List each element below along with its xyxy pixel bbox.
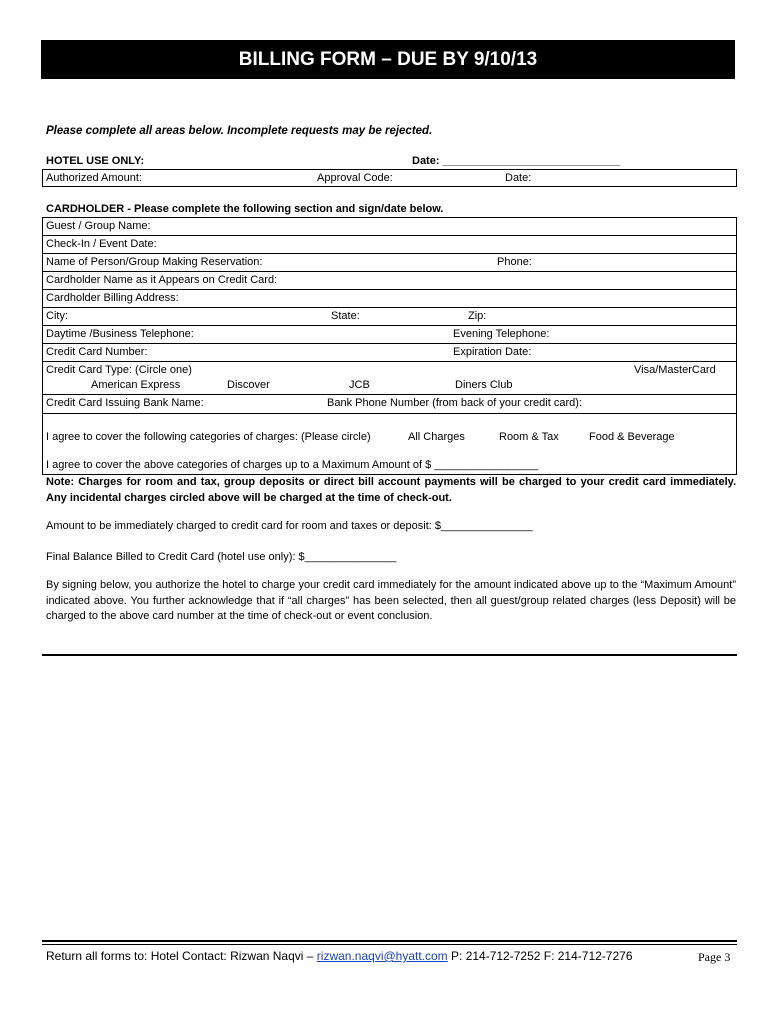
- approval-code-field[interactable]: Approval Code:: [317, 172, 393, 184]
- phone-label: Phone:: [497, 256, 532, 268]
- footer-phone-fax: P: 214-712-7252 F: 214-712-7276: [447, 949, 633, 963]
- city-label: City:: [46, 310, 68, 322]
- footer-contact: [46, 949, 633, 963]
- card-number-row[interactable]: [43, 344, 736, 362]
- cardholder-name-row[interactable]: [43, 272, 736, 290]
- reservation-name-label: Name of Person/Group Making Reservation:: [46, 256, 263, 268]
- hotel-use-box: [42, 169, 737, 187]
- hotel-use-label: HOTEL USE ONLY:: [46, 155, 145, 167]
- check-in-label: Check-In / Event Date:: [46, 238, 157, 250]
- card-type-label: Credit Card Type: (Circle one): [46, 364, 192, 376]
- footer-prefix: Return all forms to: Hotel Contact: Rizwan Naqvi –: [46, 949, 317, 963]
- hotel-date-field[interactable]: Date: _____________________________: [412, 155, 620, 167]
- city-state-zip-row[interactable]: [43, 308, 736, 326]
- authorized-amount-field[interactable]: Authorized Amount:: [46, 172, 143, 184]
- charges-row: [43, 414, 736, 476]
- billing-address-row[interactable]: [43, 290, 736, 308]
- category-all-charges[interactable]: All Charges: [408, 431, 465, 443]
- contact-email-link[interactable]: rizwan.naqvi@hyatt.com: [316, 949, 448, 963]
- footer-divider-thin: [42, 944, 737, 945]
- zip-label: Zip:: [468, 310, 487, 322]
- check-in-row[interactable]: [43, 236, 736, 254]
- footer-divider: [42, 940, 737, 942]
- final-balance-field[interactable]: Final Balance Billed to Credit Card (hotel use only): $_______________: [46, 551, 397, 563]
- evening-phone-label: Evening Telephone:: [453, 328, 550, 340]
- issuing-bank-row[interactable]: [43, 395, 736, 414]
- agree-categories-label: I agree to cover the following categories of charges: (Please circle): [46, 431, 371, 443]
- card-type-amex[interactable]: American Express: [91, 379, 181, 391]
- telephone-row[interactable]: [43, 326, 736, 344]
- cardholder-name-label: Cardholder Name as it Appears on Credit Card:: [46, 274, 278, 286]
- intro-text: Please complete all areas below. Incomplete requests may be rejected.: [46, 125, 433, 137]
- amount-immediate-field[interactable]: Amount to be immediately charged to credit card for room and taxes or deposit: $_______________: [46, 520, 533, 532]
- daytime-phone-label: Daytime /Business Telephone:: [46, 328, 194, 340]
- bank-phone-label: Bank Phone Number (from back of your credit card):: [327, 397, 582, 409]
- form-title: BILLING FORM – DUE BY 9/10/13: [42, 41, 734, 78]
- reservation-row[interactable]: [43, 254, 736, 272]
- charges-note: Note: Charges for room and tax, group deposits or direct bill account payments will be charged to your credit card immediately. Any incidental charges circled above will be charged at the time of check-out.: [46, 476, 736, 504]
- authorization-text: By signing below, you authorize the hotel to charge your credit card immediately for the amount indicated above up to the “Maximum Amount” indicated above. You further acknowledge that if “all charges” has been selected, then all guest/group related charges (less Deposit) will be charged to the above card number at the time of check-out or event conclusion.: [46, 579, 736, 622]
- agree-max-amount-field[interactable]: I agree to cover the above categories of charges up to a Maximum Amount of $ _________________: [46, 459, 539, 471]
- card-type-row: [43, 362, 736, 395]
- card-type-visa-mastercard[interactable]: Visa/MasterCard: [634, 364, 716, 376]
- issuing-bank-label: Credit Card Issuing Bank Name:: [46, 397, 204, 409]
- guest-name-label: Guest / Group Name:: [46, 220, 151, 232]
- category-room-tax[interactable]: Room & Tax: [499, 431, 559, 443]
- card-type-diners-club[interactable]: Diners Club: [455, 379, 513, 391]
- category-food-beverage[interactable]: Food & Beverage: [589, 431, 675, 443]
- expiration-label: Expiration Date:: [453, 346, 532, 358]
- hotel-date2-field[interactable]: Date:: [505, 172, 532, 184]
- card-number-label: Credit Card Number:: [46, 346, 148, 358]
- cardholder-box: [42, 217, 737, 475]
- card-type-jcb[interactable]: JCB: [349, 379, 370, 391]
- cardholder-heading: CARDHOLDER - Please complete the following section and sign/date below.: [46, 203, 444, 215]
- guest-name-row[interactable]: [43, 218, 736, 236]
- state-label: State:: [331, 310, 360, 322]
- signature-line[interactable]: [42, 654, 737, 656]
- card-type-discover[interactable]: Discover: [227, 379, 270, 391]
- page-number: Page 3: [698, 950, 731, 964]
- billing-address-label: Cardholder Billing Address:: [46, 292, 179, 304]
